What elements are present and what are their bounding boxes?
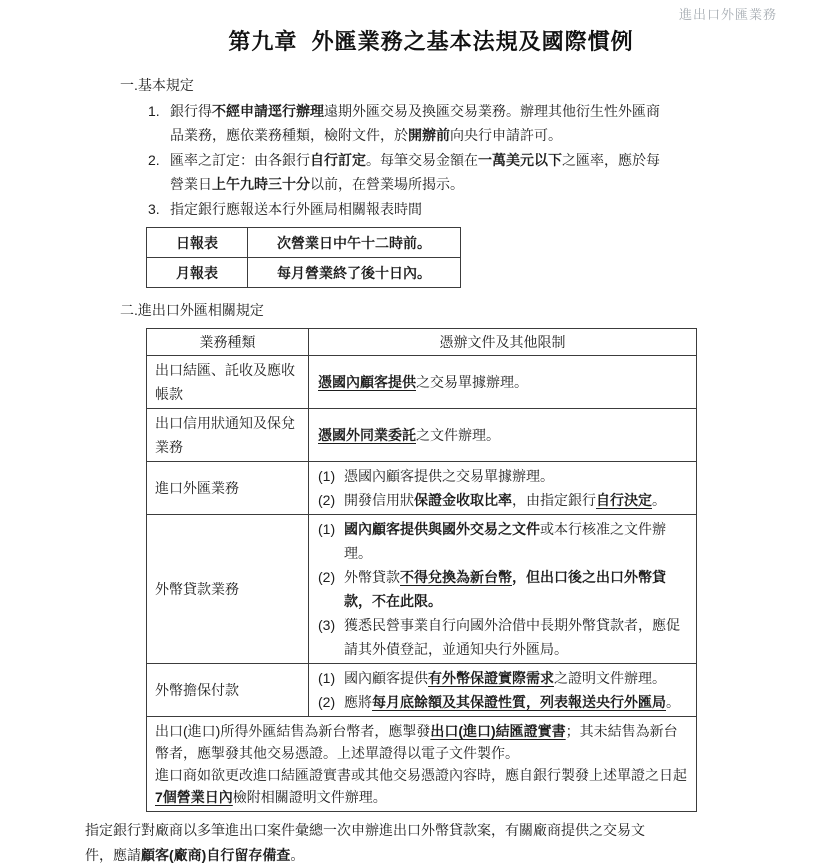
basic-rules-list (148, 99, 672, 221)
regulation-table (146, 328, 697, 812)
footer-paragraph: 出口(進口)所得外匯結售為新台幣者，應掣發出口(進口)結匯證實書；其未結售為新台幣者，應掣發其他交易憑證。上述單證得以電子文件製作。 (155, 723, 678, 761)
chapter-title: 第九章 外匯業務之基本法規及國際慣例 (228, 29, 634, 54)
list-item-number: 1. (148, 103, 160, 119)
section1-heading: 一.基本規定 (120, 77, 194, 93)
category-cell: 進口外匯業務 (147, 462, 309, 515)
table-row (147, 409, 697, 462)
table-row (147, 356, 697, 409)
table-footer-cell (147, 717, 697, 812)
detail-line: (1) 國內顧客提供有外幣保證實際需求之證明文件辦理。 (318, 670, 666, 686)
report-type-cell: 日報表 (147, 228, 248, 258)
doc-category-label: 進出口外匯業務 (678, 7, 777, 22)
section2-heading: 二.進出口外匯相關規定 (120, 302, 264, 318)
column-header-category: 業務種類 (147, 329, 309, 356)
detail-cell (309, 664, 697, 717)
report-deadline-cell: 次營業日中午十二時前。 (248, 228, 461, 258)
table-row (147, 515, 697, 664)
detail-line: (1) 國內顧客提供與國外交易之文件或本行核准之文件辦理。 (318, 521, 666, 561)
report-schedule-table (146, 227, 461, 288)
detail-line: (2) 應將每月底餘額及其保證性質，列表報送央行外匯局。 (318, 694, 680, 710)
detail-cell (309, 409, 697, 462)
category-cell: 出口信用狀通知及保兌業務 (147, 409, 309, 462)
table-row (147, 258, 461, 288)
table-header-row (147, 329, 697, 356)
detail-line: (2) 開發信用狀保證金收取比率，由指定銀行自行決定。 (318, 492, 666, 508)
detail-cell (309, 356, 697, 409)
table-row (147, 228, 461, 258)
footer-paragraph: 進口商如欲更改進口結匯證實書或其他交易憑證內容時，應自銀行製發上述單證之日起7個營業日內檢附相關證明文件辦理。 (155, 767, 687, 805)
detail-line: 憑國外同業委託之文件辦理。 (318, 427, 500, 443)
category-cell: 出口結匯、託收及應收帳款 (147, 356, 309, 409)
category-cell: 外幣貸款業務 (147, 515, 309, 664)
table-footer-row (147, 717, 697, 812)
list-item-number: 3. (148, 201, 160, 217)
report-type-cell: 月報表 (147, 258, 248, 288)
detail-line: (1) 憑國內顧客提供之交易單據辦理。 (318, 468, 554, 484)
list-item (148, 148, 672, 196)
report-deadline-cell: 每月營業終了後十日內。 (248, 258, 461, 288)
category-cell: 外幣擔保付款 (147, 664, 309, 717)
footnote-paragraph: 指定銀行對廠商以多筆進出口案件彙總一次申辦進出口外幣貸款案，有關廠商提供之交易文件，應請顧客(廠商)自行留存備查。 (85, 822, 645, 863)
detail-cell (309, 515, 697, 664)
list-item-text: 銀行得不經申請逕行辦理遠期外匯交易及換匯交易業務。辦理其他衍生性外匯商品業務，應依業務種類，檢附文件，於開辦前向央行申請許可。 (170, 103, 660, 143)
list-item-number: 2. (148, 152, 160, 168)
list-item-text: 匯率之訂定：由各銀行自行訂定。每筆交易金額在一萬美元以下之匯率，應於每營業日上午九時三十分以前，在營業場所揭示。 (170, 152, 660, 192)
table-row (147, 462, 697, 515)
detail-cell (309, 462, 697, 515)
detail-line: (2) 外幣貸款不得兌換為新台幣，但出口後之出口外幣貸款，不在此限。 (318, 569, 666, 609)
table-row (147, 664, 697, 717)
list-item-text: 指定銀行應報送本行外匯局相關報表時間 (170, 201, 422, 217)
list-item (148, 197, 672, 221)
detail-line: 憑國內顧客提供之交易單據辦理。 (318, 374, 528, 390)
column-header-documents: 憑辦文件及其他限制 (309, 329, 697, 356)
detail-line: (3) 獲悉民營事業自行向國外洽借中長期外幣貸款者，應促請其外債登記，並通知央行外匯局。 (318, 617, 680, 657)
list-item (148, 99, 672, 147)
